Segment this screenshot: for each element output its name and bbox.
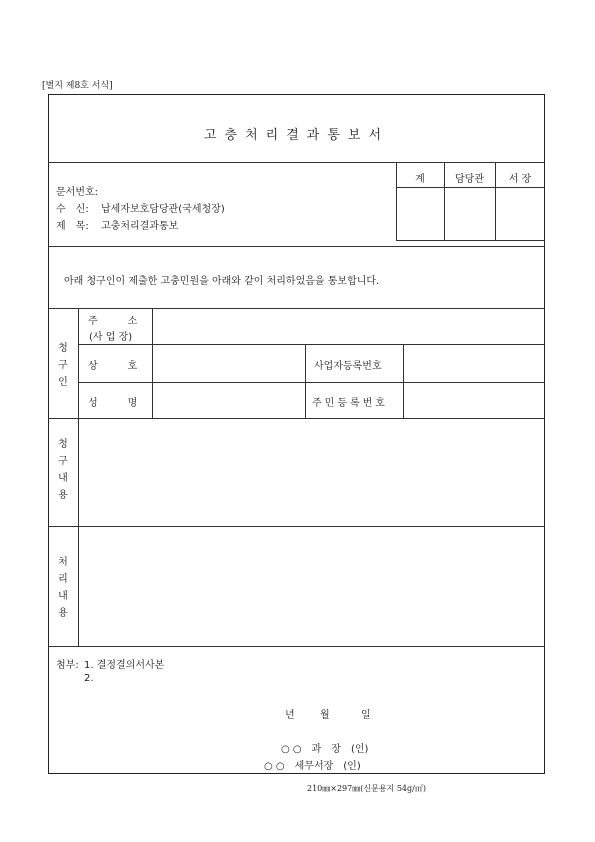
attachment-2: 2. <box>84 673 94 684</box>
business-reg-label: 사업자등록번호 <box>314 361 382 372</box>
approval-col-2: 담당관 <box>455 174 484 185</box>
sign-line-tax-office-head: ○ ○ 세무서장 (인) <box>264 761 361 772</box>
divider-title <box>48 162 545 163</box>
claim-content-label: 청구내용 <box>58 439 68 501</box>
approval-header-line <box>396 187 545 188</box>
resident-reg-label: 주민등록번호 <box>312 398 388 409</box>
name-label: 성 명 <box>88 398 138 409</box>
process-content-label: 처리내용 <box>58 557 68 619</box>
claim-content-area[interactable] <box>79 419 544 525</box>
subject-label: 제 목: <box>56 221 89 232</box>
date-day: 일 <box>361 710 371 721</box>
date-month: 월 <box>320 710 330 721</box>
recipient-value: 납세자보호담당관(국세청장) <box>101 204 225 215</box>
paper-spec: 210㎜×297㎜(신문용지 54g/㎡) <box>307 784 426 793</box>
form-id: [별지 제8호 서식] <box>42 81 113 91</box>
recipient-label: 수 신: <box>56 204 89 215</box>
doc-number-label: 문서번호: <box>56 187 99 198</box>
address-label: 주 소 <box>88 316 138 327</box>
workplace-label: (사 업 장) <box>89 332 133 343</box>
address-input[interactable] <box>153 309 544 343</box>
divider-header <box>48 246 545 247</box>
attachment-1: 1. 결정결의서사본 <box>84 660 165 671</box>
subject-value: 고충처리결과통보 <box>101 221 179 232</box>
form-title: 고충처리결과통보서 <box>203 128 390 143</box>
approval-col-1: 계 <box>415 174 425 185</box>
claimant-mid-line-1 <box>305 344 306 418</box>
attachments-label: 첨부: <box>56 660 79 671</box>
date-year: 년 <box>285 710 295 721</box>
notice-text: 아래 청구인이 제출한 고충민원을 아래와 같이 처리하었음을 통보합니다. <box>64 276 380 287</box>
process-content-area[interactable] <box>79 527 544 645</box>
resident-reg-input[interactable] <box>404 383 544 417</box>
name-input[interactable] <box>153 383 304 417</box>
approval-bottom-line <box>396 240 545 241</box>
business-reg-input[interactable] <box>404 345 544 381</box>
divider-process <box>48 646 545 647</box>
sign-line-section-chief: ○ ○ 과 장 (인) <box>281 744 369 755</box>
approval-col-3: 서 장 <box>508 174 532 185</box>
claimant-side-label: 청구인 <box>58 343 68 388</box>
trade-name-label: 상 호 <box>88 361 138 372</box>
trade-name-input[interactable] <box>153 345 304 381</box>
